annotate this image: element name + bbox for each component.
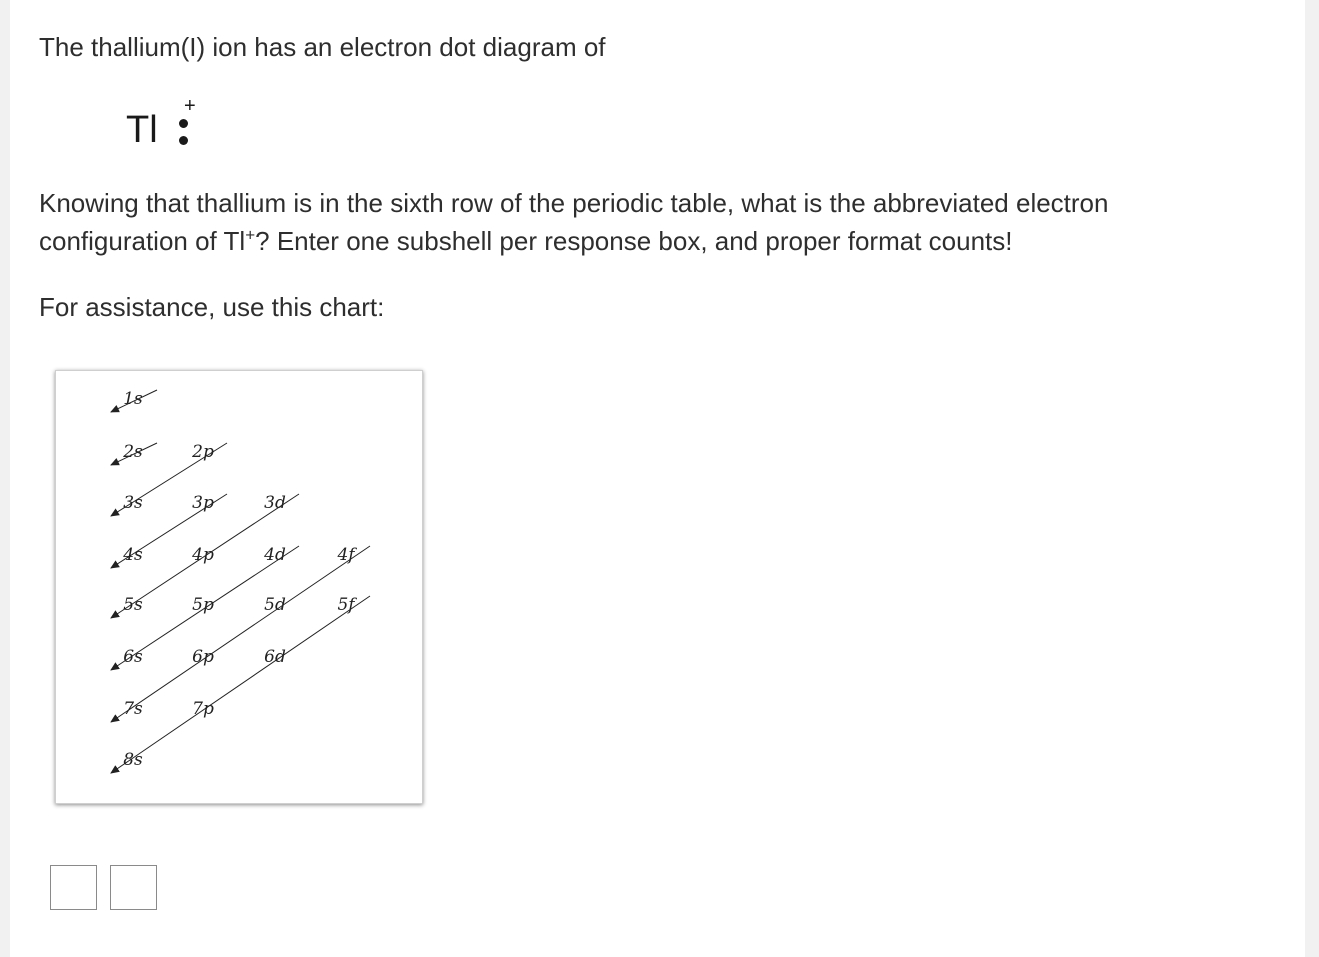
question-prompt-line2-end: ? Enter one subshell per response box, and proper format counts! [255,226,1013,256]
orbital-label-4f: 4f [337,545,355,565]
orbital-label-2s: 2s [123,442,143,462]
orbital-label-8s: 8s [123,750,143,770]
orbital-label-2p: 2p [192,442,214,462]
diagonal-arrow-8 [111,596,370,773]
orbital-label-4p: 4p [192,545,214,565]
orbital-label-6p: 6p [192,647,214,667]
orbital-label-4s: 4s [123,545,143,565]
question-prompt-superscript: + [245,225,256,245]
question-prompt-line1: Knowing that thallium is in the sixth row of the periodic table, what is the abbreviated electron [39,188,1109,218]
answer-box-2[interactable] [110,865,157,910]
orbital-label-7p: 7p [192,699,214,719]
question-prompt [39,184,1239,260]
orbital-label-6s: 6s [123,647,143,667]
dot-diagram-symbol: Tl [126,109,158,151]
answer-box-1[interactable] [50,865,97,910]
orbital-label-5f: 5f [337,595,355,615]
question-prompt-line2-start: configuration of Tl [39,226,246,256]
orbital-label-3d: 3d [264,493,286,513]
assist-text: For assistance, use this chart: [39,292,385,322]
electron-dot-bottom [179,136,188,145]
aufbau-chart [55,370,423,804]
dot-diagram-charge: + [184,95,196,117]
orbital-label-3s: 3s [123,493,143,513]
electron-dot-diagram [122,96,212,156]
electron-dot-top [179,119,188,128]
orbital-label-6d: 6d [264,647,286,667]
orbital-label-3p: 3p [192,493,214,513]
orbital-label-5s: 5s [123,595,143,615]
aufbau-diagram-svg [56,371,422,803]
orbital-label-1s: 1s [123,389,143,409]
orbital-label-5p: 5p [192,595,214,615]
question-intro: The thallium(I) ion has an electron dot diagram of [39,32,606,62]
orbital-label-5d: 5d [264,595,286,615]
question-card [10,0,1305,957]
orbital-label-4d: 4d [264,545,286,565]
diagonal-arrow-7 [111,546,370,722]
orbital-label-7s: 7s [123,699,143,719]
